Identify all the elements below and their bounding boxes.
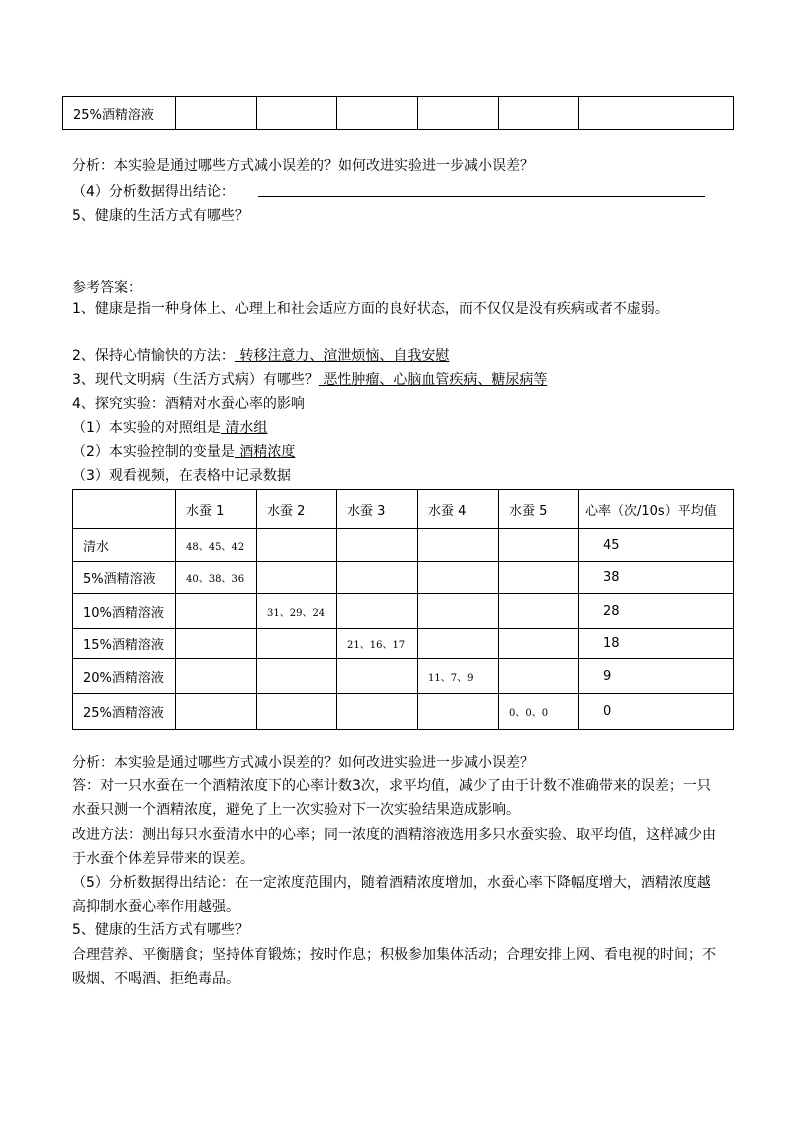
table-cell — [418, 694, 499, 730]
row-label: 5%酒精溶液 — [73, 562, 176, 594]
table-header-row — [73, 490, 734, 529]
row-label: 10%酒精溶液 — [73, 594, 176, 629]
answer-3-fill: 恶性肿瘤、心脑血管疾病、糖尿病等 — [318, 372, 548, 388]
answer-4-1-fill: 清水组 — [220, 420, 268, 436]
answer-2-fill: 转移注意力、渲泄烦恼、自我安慰 — [234, 348, 450, 364]
table-cell — [257, 629, 337, 659]
answer-2 — [72, 345, 449, 365]
table-cell — [176, 629, 257, 659]
table-row — [73, 594, 734, 629]
row-label: 清水 — [73, 529, 176, 562]
average-cell: 45 — [579, 529, 734, 562]
answer-1: 1、健康是指一种身体上、心理上和社会适应方面的良好状态，而不仅仅是没有疾病或者不虚弱。 — [72, 301, 669, 317]
analysis-question: 分析：本实验是通过哪些方式减小误差的？如何改进实验进一步减小误差？ — [72, 158, 534, 174]
table-cell — [418, 562, 499, 594]
answer-4-1 — [72, 417, 267, 437]
table-header-cell: 水蚕 3 — [337, 490, 418, 529]
table-cell: 0、0、0 — [499, 694, 579, 730]
table-header-cell: 水蚕 5 — [499, 490, 579, 529]
table-cell — [499, 594, 579, 629]
table-header-cell: 水蚕 2 — [257, 490, 337, 529]
table-header-cell: 水蚕 4 — [418, 490, 499, 529]
answer-4-2-fill: 酒精浓度 — [234, 444, 296, 460]
table-cell: 21、16、17 — [337, 629, 418, 659]
table-cell — [499, 562, 579, 594]
analysis-question-2: 分析：本实验是通过哪些方式减小误差的？如何改进实验进一步减小误差？ — [72, 755, 534, 771]
answers-heading: 参考答案： — [72, 280, 142, 296]
question-5-answer: 合理营养、平衡膳食；坚持体育锻炼；按时作息；积极参加集体活动；合理安排上网、看电视的时间；不吸烟、不喝酒、拒绝毒品。 — [72, 947, 716, 987]
table-header-cell: 水蚕 1 — [176, 490, 257, 529]
table-header-cell — [73, 490, 176, 529]
answer-4-1-prefix: （1）本实验的对照组是 — [72, 420, 221, 436]
answer-2-prefix: 2、保持心情愉快的方法： — [72, 348, 235, 364]
table-cell — [337, 594, 418, 629]
conclusion-5: （5）分析数据得出结论：在一定浓度范围内，随着酒精浓度增加，水蚕心率下降幅度增大，酒精浓度越高抑制水蚕心率作用越强。 — [72, 875, 711, 915]
answer-4: 4、探究实验：酒精对水蚕心率的影响 — [72, 396, 305, 412]
row-label: 20%酒精溶液 — [73, 659, 176, 694]
average-cell: 0 — [579, 694, 734, 730]
table-cell — [337, 562, 418, 594]
table-row — [73, 659, 734, 694]
conclusion-label: （4）分析数据得出结论： — [72, 184, 235, 200]
table-cell: 48、45、42 — [176, 529, 257, 562]
table-row — [73, 529, 734, 562]
table-cell — [337, 659, 418, 694]
row-label: 15%酒精溶液 — [73, 629, 176, 659]
answer-4-2-prefix: （2）本实验控制的变量是 — [72, 444, 235, 460]
table-row — [73, 629, 734, 659]
table-cell: 11、7、9 — [418, 659, 499, 694]
table-cell — [257, 694, 337, 730]
answer-blank-line — [258, 196, 705, 197]
top-table-fragment — [62, 96, 734, 130]
table-row — [73, 694, 734, 730]
average-cell: 28 — [579, 594, 734, 629]
average-cell: 18 — [579, 629, 734, 659]
table-cell — [176, 694, 257, 730]
table-cell — [418, 529, 499, 562]
table-cell — [418, 629, 499, 659]
question-5-repeat: 5、健康的生活方式有哪些？ — [72, 922, 249, 938]
table-header-cell: 心率（次/10s）平均值 — [579, 490, 734, 529]
answer-4-3: （3）观看视频，在表格中记录数据 — [72, 468, 291, 484]
data-table — [72, 489, 734, 730]
table-row-label: 25%酒精溶液 — [63, 97, 176, 130]
table-cell: 40、38、36 — [176, 562, 257, 594]
table-cell — [257, 659, 337, 694]
improvement-method: 改进方法：测出每只水蚕清水中的心率；同一浓度的酒精溶液选用多只水蚕实验、取平均值，这样减少由于水蚕个体差异带来的误差。 — [72, 827, 716, 867]
answer-3-prefix: 3、现代文明病（生活方式病）有哪些？ — [72, 372, 319, 388]
answer-4-2 — [72, 441, 295, 461]
row-label: 25%酒精溶液 — [73, 694, 176, 730]
table-cell — [499, 629, 579, 659]
table-cell — [176, 659, 257, 694]
question-5: 5、健康的生活方式有哪些？ — [72, 208, 249, 224]
table-cell — [337, 529, 418, 562]
table-cell — [257, 529, 337, 562]
table-cell: 31、29、24 — [257, 594, 337, 629]
average-cell: 9 — [579, 659, 734, 694]
table-cell — [176, 594, 257, 629]
table-row — [73, 562, 734, 594]
table-cell — [499, 659, 579, 694]
analysis-answer: 答：对一只水蚕在一个酒精浓度下的心率计数3次，求平均值，减少了由于计数不准确带来的误差；一只水蚕只测一个酒精浓度，避免了上一次实验对下一次实验结果造成影响。 — [72, 778, 711, 818]
table-cell — [257, 562, 337, 594]
table-cell — [337, 694, 418, 730]
average-cell: 38 — [579, 562, 734, 594]
table-cell — [499, 529, 579, 562]
table-cell — [418, 594, 499, 629]
answer-3 — [72, 369, 547, 389]
